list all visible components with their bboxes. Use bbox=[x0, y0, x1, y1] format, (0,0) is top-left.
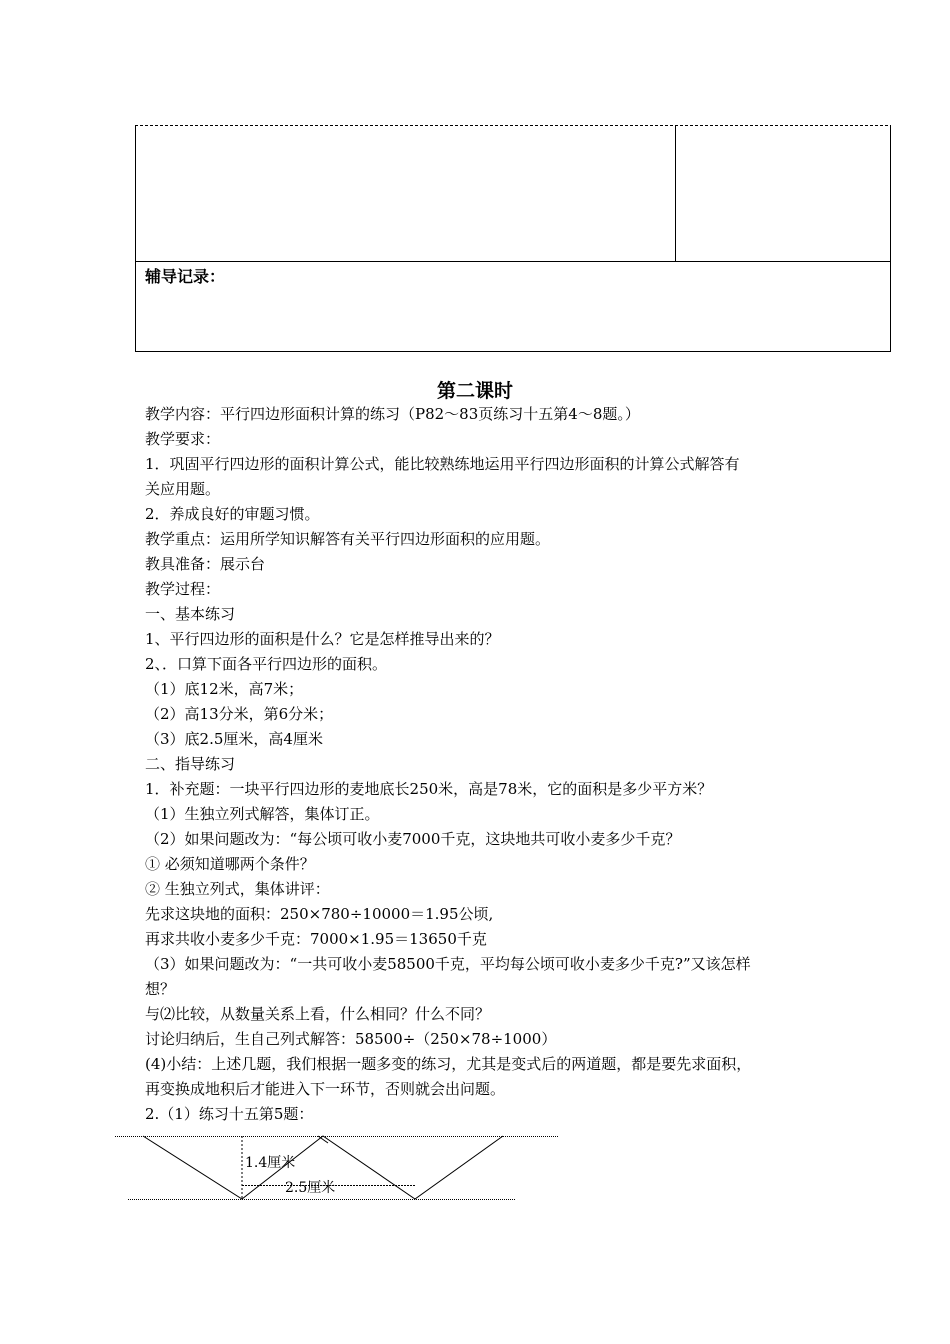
record-label: 辅导记录： bbox=[145, 267, 226, 286]
text-line: 想？ bbox=[145, 980, 176, 998]
record-table bbox=[0, 0, 950, 360]
text-line: 先求这块地的面积：250×780÷10000＝1.95公顷, bbox=[145, 905, 494, 923]
text-line: ① 必须知道哪两个条件？ bbox=[145, 855, 315, 873]
text-line: 二、指导练习 bbox=[145, 755, 236, 773]
text-line: 再求共收小麦多少千克：7000×1.95＝13650千克 bbox=[145, 930, 487, 948]
text-line: （2）如果问题改为：“每公顷可收小麦7000千克，这块地共可收小麦多少千克？ bbox=[145, 830, 681, 848]
text-line: 2．养成良好的审题习惯。 bbox=[145, 505, 320, 523]
text-line: （1）生独立列式解答，集体订正。 bbox=[145, 805, 380, 823]
figure-short-diagonal bbox=[318, 1136, 328, 1143]
text-line: （3）底2.5厘米，高4厘米 bbox=[145, 730, 323, 748]
text-line: 教学内容：平行四边形面积计算的练习（P82～83页练习十五第4～8题。） bbox=[145, 405, 640, 423]
text-line: 教学过程： bbox=[145, 580, 221, 598]
parallelogram-figure bbox=[0, 1125, 600, 1215]
text-line: 1、平行四边形的面积是什么？它是怎样推导出来的？ bbox=[145, 630, 500, 648]
text-line: （1）底12米，高7米； bbox=[145, 680, 304, 698]
text-line: 2、．口算下面各平行四边形的面积。 bbox=[145, 655, 388, 673]
text-line: 一、基本练习 bbox=[145, 605, 236, 623]
text-line: (4)小结：上述几题，我们根据一题多变的练习，尤其是变式后的两道题，都是要先求面积， bbox=[145, 1055, 752, 1073]
text-line: 关应用题。 bbox=[145, 480, 221, 498]
text-line: 与⑵比较，从数量关系上看，什么相同？什么不同？ bbox=[145, 1005, 491, 1023]
text-line: ② 生独立列式，集体讲评： bbox=[145, 880, 330, 898]
text-line: 讨论归纳后，生自己列式解答：58500÷（250×78÷1000） bbox=[145, 1030, 557, 1048]
base-label: 2.5厘米 bbox=[285, 1180, 336, 1196]
height-label: 1.4厘米 bbox=[245, 1155, 296, 1171]
text-line: 教学要求： bbox=[145, 430, 221, 448]
text-line: 1．补充题：一块平行四边形的麦地底长250米，高是78米，它的面积是多少平方米？ bbox=[145, 780, 713, 798]
text-line: 2.（1）练习十五第5题： bbox=[145, 1105, 314, 1123]
text-line: 教具准备：展示台 bbox=[145, 555, 266, 573]
text-line: （3）如果问题改为：“一共可收小麦58500千克，平均每公顷可收小麦多少千克?”又该怎样 bbox=[145, 955, 751, 973]
lesson-heading: 第二课时 bbox=[436, 380, 513, 402]
text-line: （2）高13分米，第6分米； bbox=[145, 705, 334, 723]
text-line: 再变换成地积后才能进入下一环节，否则就会出问题。 bbox=[145, 1080, 506, 1098]
text-line: 教学重点：运用所学知识解答有关平行四边形面积的应用题。 bbox=[145, 530, 551, 548]
text-line: 1．巩固平行四边形的面积计算公式，能比较熟练地运用平行四边形面积的计算公式解答有 bbox=[145, 455, 740, 473]
